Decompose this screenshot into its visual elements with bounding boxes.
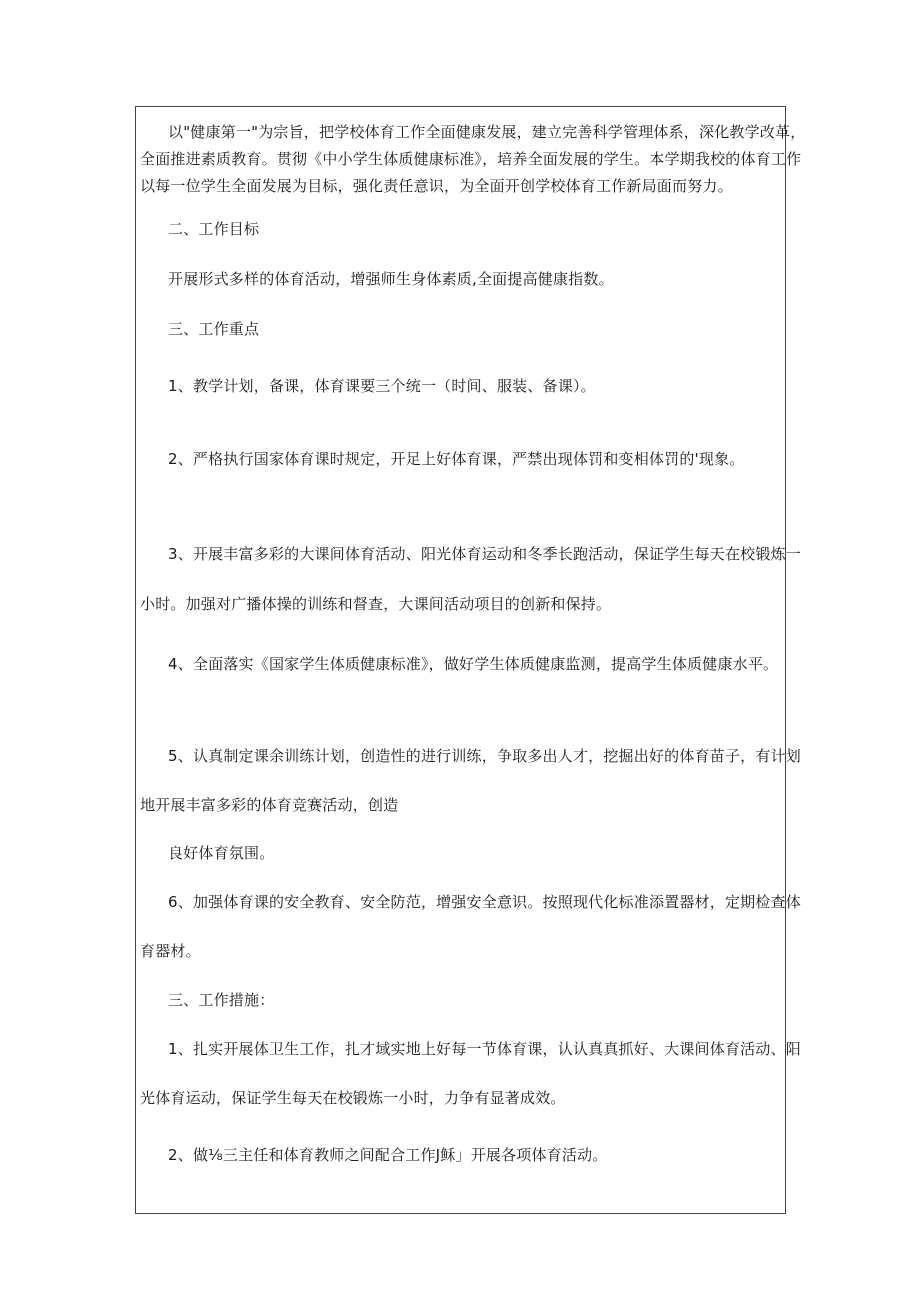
measure-item-1-cont: 光体育运动，保证学生每天在校锻炼一小时，力争有显著成效。 [140, 1089, 566, 1107]
focus-item-4: 4、全面落实《国家学生体质健康标准》，做好学生体质健康监测，提高学生体质健康水平。 [168, 655, 779, 673]
focus-item-2: 2、严格执行国家体育课时规定，开足上好体育课，严禁出现体罚和变相体罚的'现象。 [168, 450, 745, 468]
focus-item-6: 6、加强体育课的安全教育、安全防范，增强安全意识。按照现代化标准添置器材，定期检查体 [168, 893, 801, 911]
intro-line-2: 全面推进素质教育。贯彻《中小学生体质健康标准》，培养全面发展的学生。本学期我校的体育工作 [140, 150, 802, 168]
document-frame [135, 106, 806, 1214]
focus-item-5-end: 良好体育氛围。 [168, 844, 275, 862]
focus-item-3: 3、开展丰富多彩的大课间体育活动、阳光体育运动和冬季长跑活动，保证学生每天在校锻炼一 [168, 545, 801, 563]
section-heading-measures: 三、工作措施： [168, 991, 275, 1009]
intro-line-3: 以每一位学生全面发展为目标，强化责任意识，为全面开创学校体育工作新局面而努力。 [140, 177, 733, 195]
measure-item-2: 2、做⅛三主任和体育教师之间配合工作J稣」开展各项体育活动。 [168, 1146, 608, 1164]
measure-item-1: 1、扎实开展体卫生工作，扎才域实地上好每一节体育课，认认真真抓好、大课间体育活动、阳 [168, 1040, 801, 1058]
focus-item-6-cont: 育器材。 [140, 942, 201, 960]
section-heading-goals: 二、工作目标 [168, 220, 260, 238]
goals-text: 开展形式多样的体育活动，增强师生身体素质,全面提高健康指数。 [168, 270, 614, 288]
intro-line-1: 以"健康第一"为宗旨，把学校体育工作全面健康发展，建立完善科学管理体系，深化教学改革， [168, 123, 806, 141]
section-heading-focus: 三、工作重点 [168, 320, 260, 338]
focus-item-1: 1、教学计划，备课，体育课要三个统一（时间、服装、备课）。 [168, 377, 596, 395]
focus-item-3-cont: 小时。加强对广播体操的训练和督查，大课间活动项目的创新和保持。 [140, 595, 612, 613]
focus-item-5: 5、认真制定课余训练计划，创造性的进行训练，争取多出人才，挖掘出好的体育苗子，有计划 [168, 747, 801, 765]
focus-item-5-cont: 地开展丰富多彩的体育竞赛活动，创造 [140, 796, 399, 814]
